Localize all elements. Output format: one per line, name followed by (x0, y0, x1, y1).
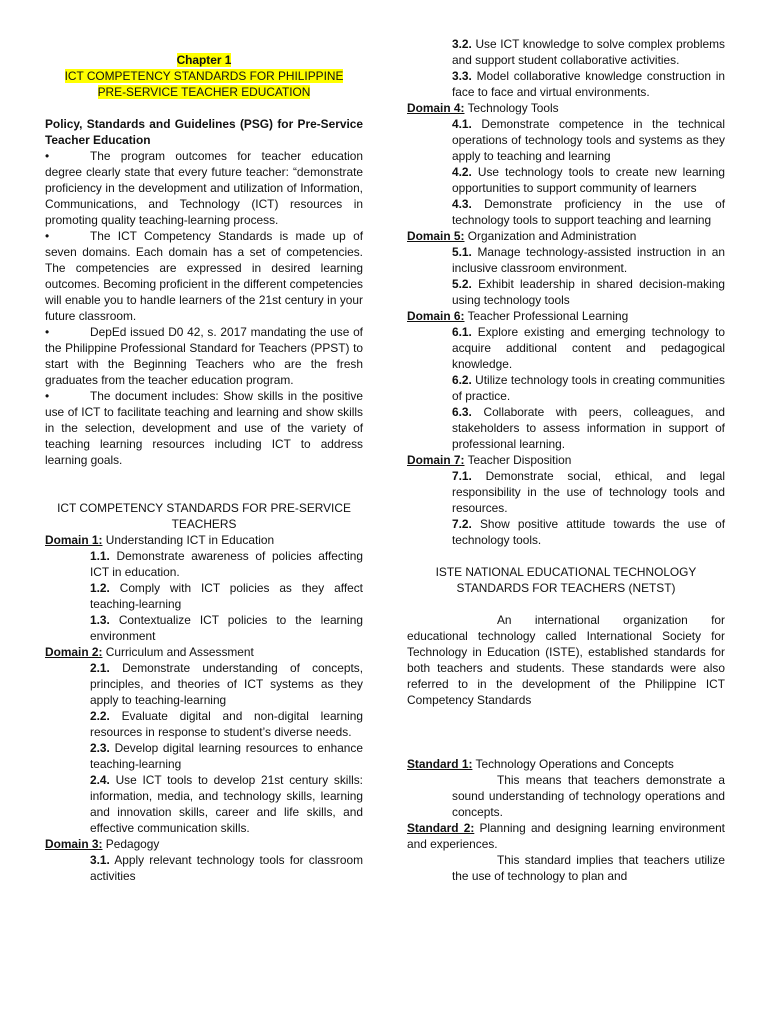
bullet-paragraph (45, 388, 363, 468)
domain-title: Pedagogy (105, 837, 160, 851)
standards-list (407, 756, 725, 884)
left-column (45, 52, 363, 884)
competency-text: Collaborate with peers, colleagues, and stakeholders to assess information in support of professional learning. (452, 405, 725, 451)
competency-text: Manage technology-assisted instruction in an inclusive classroom environment. (452, 245, 725, 275)
domain-label: Domain 6: (407, 309, 465, 323)
domain-heading (407, 452, 725, 468)
domain-title: Understanding ICT in Education (105, 533, 275, 547)
section-heading: ICT COMPETENCY STANDARDS FOR PRE-SERVICE TEACHERS (57, 501, 351, 531)
competency-item (452, 36, 725, 68)
competency-text: Comply with ICT policies as they affect teaching-learning (90, 581, 363, 611)
domain-label: Domain 5: (407, 229, 465, 243)
competency-number: 2.1. (90, 661, 110, 675)
competency-number: 7.1. (452, 469, 472, 483)
standard-heading (407, 820, 725, 852)
domain-title: Teacher Professional Learning (467, 309, 629, 323)
competency-number: 2.4. (90, 773, 110, 787)
competency-text: Use ICT tools to develop 21st century skills: information, media, and technology skills, learning and innovation skills, career and life skills, and effective communication skills. (90, 773, 363, 835)
domain-label: Domain 4: (407, 101, 465, 115)
bullet-text: The program outcomes for teacher education degree clearly state that every future teacher: “demonstrate proficiency in the development and utilization of Information, Communications, and Technology (ICT) resources in promoting quality teaching-learning process. (45, 149, 363, 227)
competency-item (452, 404, 725, 452)
competency-number: 3.2. (452, 37, 472, 51)
competency-text: Exhibit leadership in shared decision-making using technology tools (452, 277, 725, 307)
standard-title: Technology Operations and Concepts (475, 757, 674, 771)
domain-3-continued (407, 36, 725, 100)
bullet-icon: • (45, 149, 50, 163)
domain-heading (45, 644, 363, 660)
competency-item (452, 276, 725, 308)
standard-label: Standard 1: (407, 757, 473, 771)
netst-heading: ISTE NATIONAL EDUCATIONAL TECHNOLOGY STANDARDS FOR TEACHERS (NETST) (435, 565, 697, 595)
competency-text: Demonstrate awareness of policies affecting ICT in education. (90, 549, 363, 579)
competency-item (452, 468, 725, 516)
domain-heading (407, 308, 725, 324)
bullet-icon: • (45, 389, 50, 403)
competency-item (90, 660, 363, 708)
domain-title: Organization and Administration (467, 229, 637, 243)
competency-item (452, 372, 725, 404)
competency-item (452, 164, 725, 196)
competency-item (452, 324, 725, 372)
competency-number: 4.1. (452, 117, 472, 131)
competency-item (90, 852, 363, 884)
standard-body: This standard implies that teachers utilize the use of technology to plan and (452, 853, 725, 883)
standard-title: Planning and designing learning environment and experiences. (407, 821, 725, 851)
competency-text: Apply relevant technology tools for classroom activities (90, 853, 363, 883)
bullet-icon: • (45, 229, 50, 243)
bullet-text: The ICT Competency Standards is made up of seven domains. Each domain has a set of competencies. The competencies are expressed in desired learning outcomes. Becoming proficient in the different competencies will enable you to handle learners of the 21st century in your future classroom. (45, 229, 363, 323)
bullet-list (45, 148, 363, 468)
competency-text: Model collaborative knowledge construction in face to face and virtual environments. (452, 69, 725, 99)
competency-number: 6.3. (452, 405, 472, 419)
domain-heading (407, 100, 725, 116)
competency-item (90, 548, 363, 580)
psg-heading: Policy, Standards and Guidelines (PSG) for Pre-Service Teacher Education (45, 117, 363, 147)
competency-number: 5.2. (452, 277, 472, 291)
competency-text: Use technology tools to create new learning opportunities to support community of learners (452, 165, 725, 195)
chapter-title: ICT COMPETENCY STANDARDS FOR PHILIPPINE PRE-SERVICE TEACHER EDUCATION (64, 69, 344, 99)
competency-item (90, 612, 363, 644)
domain-label: Domain 1: (45, 533, 103, 547)
competency-text: Demonstrate social, ethical, and legal responsibility in the use of technology tools and resources. (452, 469, 725, 515)
competency-text: Evaluate digital and non-digital learning resources in response to student’s diverse needs. (90, 709, 363, 739)
standard-body: This means that teachers demonstrate a sound understanding of technology operations and concepts. (452, 773, 725, 819)
competency-item (90, 772, 363, 836)
competency-number: 7.2. (452, 517, 472, 531)
competency-number: 2.2. (90, 709, 110, 723)
standard-heading (407, 756, 725, 772)
competency-number: 3.3. (452, 69, 472, 83)
domain-title: Curriculum and Assessment (105, 645, 254, 659)
competency-item (90, 708, 363, 740)
competency-number: 4.3. (452, 197, 472, 211)
competency-number: 5.1. (452, 245, 472, 259)
competency-text: Use ICT knowledge to solve complex problems and support student collaborative activities. (452, 37, 725, 67)
competency-item (452, 116, 725, 164)
domain-title: Teacher Disposition (467, 453, 572, 467)
netst-intro: An international organization for educational technology called International Society for Technology in Education (ISTE), established standards for both teachers and students. These standards were also referred to in the development of the Philippine ICT Competency Standards (407, 613, 725, 707)
competency-text: Contextualize ICT policies to the learning environment (90, 613, 363, 643)
competency-number: 4.2. (452, 165, 472, 179)
right-column (407, 36, 725, 884)
competency-text: Demonstrate proficiency in the use of technology tools to support teaching and learning (452, 197, 725, 227)
bullet-icon: • (45, 325, 50, 339)
domain-heading (45, 836, 363, 852)
competency-number: 1.3. (90, 613, 110, 627)
competency-number: 3.1. (90, 853, 110, 867)
competency-text: Show positive attitude towards the use of technology tools. (452, 517, 725, 547)
standard-label: Standard 2: (407, 821, 475, 835)
domain-heading (45, 532, 363, 548)
domain-list (45, 532, 363, 884)
domain-label: Domain 2: (45, 645, 103, 659)
bullet-text: DepEd issued D0 42, s. 2017 mandating the use of the Philippine Professional Standard for Teachers (PPST) to start with the Beginning Teachers who are the fresh graduates from the teacher education program. (45, 325, 363, 387)
competency-item (452, 196, 725, 228)
competency-item (452, 68, 725, 100)
domain-title: Technology Tools (467, 101, 559, 115)
competency-text: Demonstrate understanding of concepts, principles, and theories of ICT systems as they apply to teaching-learning (90, 661, 363, 707)
competency-item (90, 740, 363, 772)
domain-label: Domain 7: (407, 453, 465, 467)
domain-heading (407, 228, 725, 244)
competency-item (452, 516, 725, 548)
competency-item (90, 580, 363, 612)
chapter-label: Chapter 1 (176, 53, 232, 67)
competency-text: Develop digital learning resources to enhance teaching-learning (90, 741, 363, 771)
bullet-text: The document includes: Show skills in the positive use of ICT to facilitate teaching and learning and show skills in the selection, development and use of the variety of teaching learning resources including ICT to address learning goals. (45, 389, 363, 467)
bullet-paragraph (45, 148, 363, 228)
competency-number: 1.2. (90, 581, 110, 595)
competency-number: 2.3. (90, 741, 110, 755)
competency-number: 1.1. (90, 549, 110, 563)
competency-text: Utilize technology tools in creating communities of practice. (452, 373, 725, 403)
bullet-paragraph (45, 228, 363, 324)
domain-list (407, 100, 725, 548)
competency-number: 6.2. (452, 373, 472, 387)
competency-text: Demonstrate competence in the technical operations of technology tools and systems as they apply to teaching and learning (452, 117, 725, 163)
competency-text: Explore existing and emerging technology to acquire additional content and pedagogical knowledge. (452, 325, 725, 371)
domain-label: Domain 3: (45, 837, 103, 851)
competency-number: 6.1. (452, 325, 472, 339)
bullet-paragraph (45, 324, 363, 388)
competency-item (452, 244, 725, 276)
